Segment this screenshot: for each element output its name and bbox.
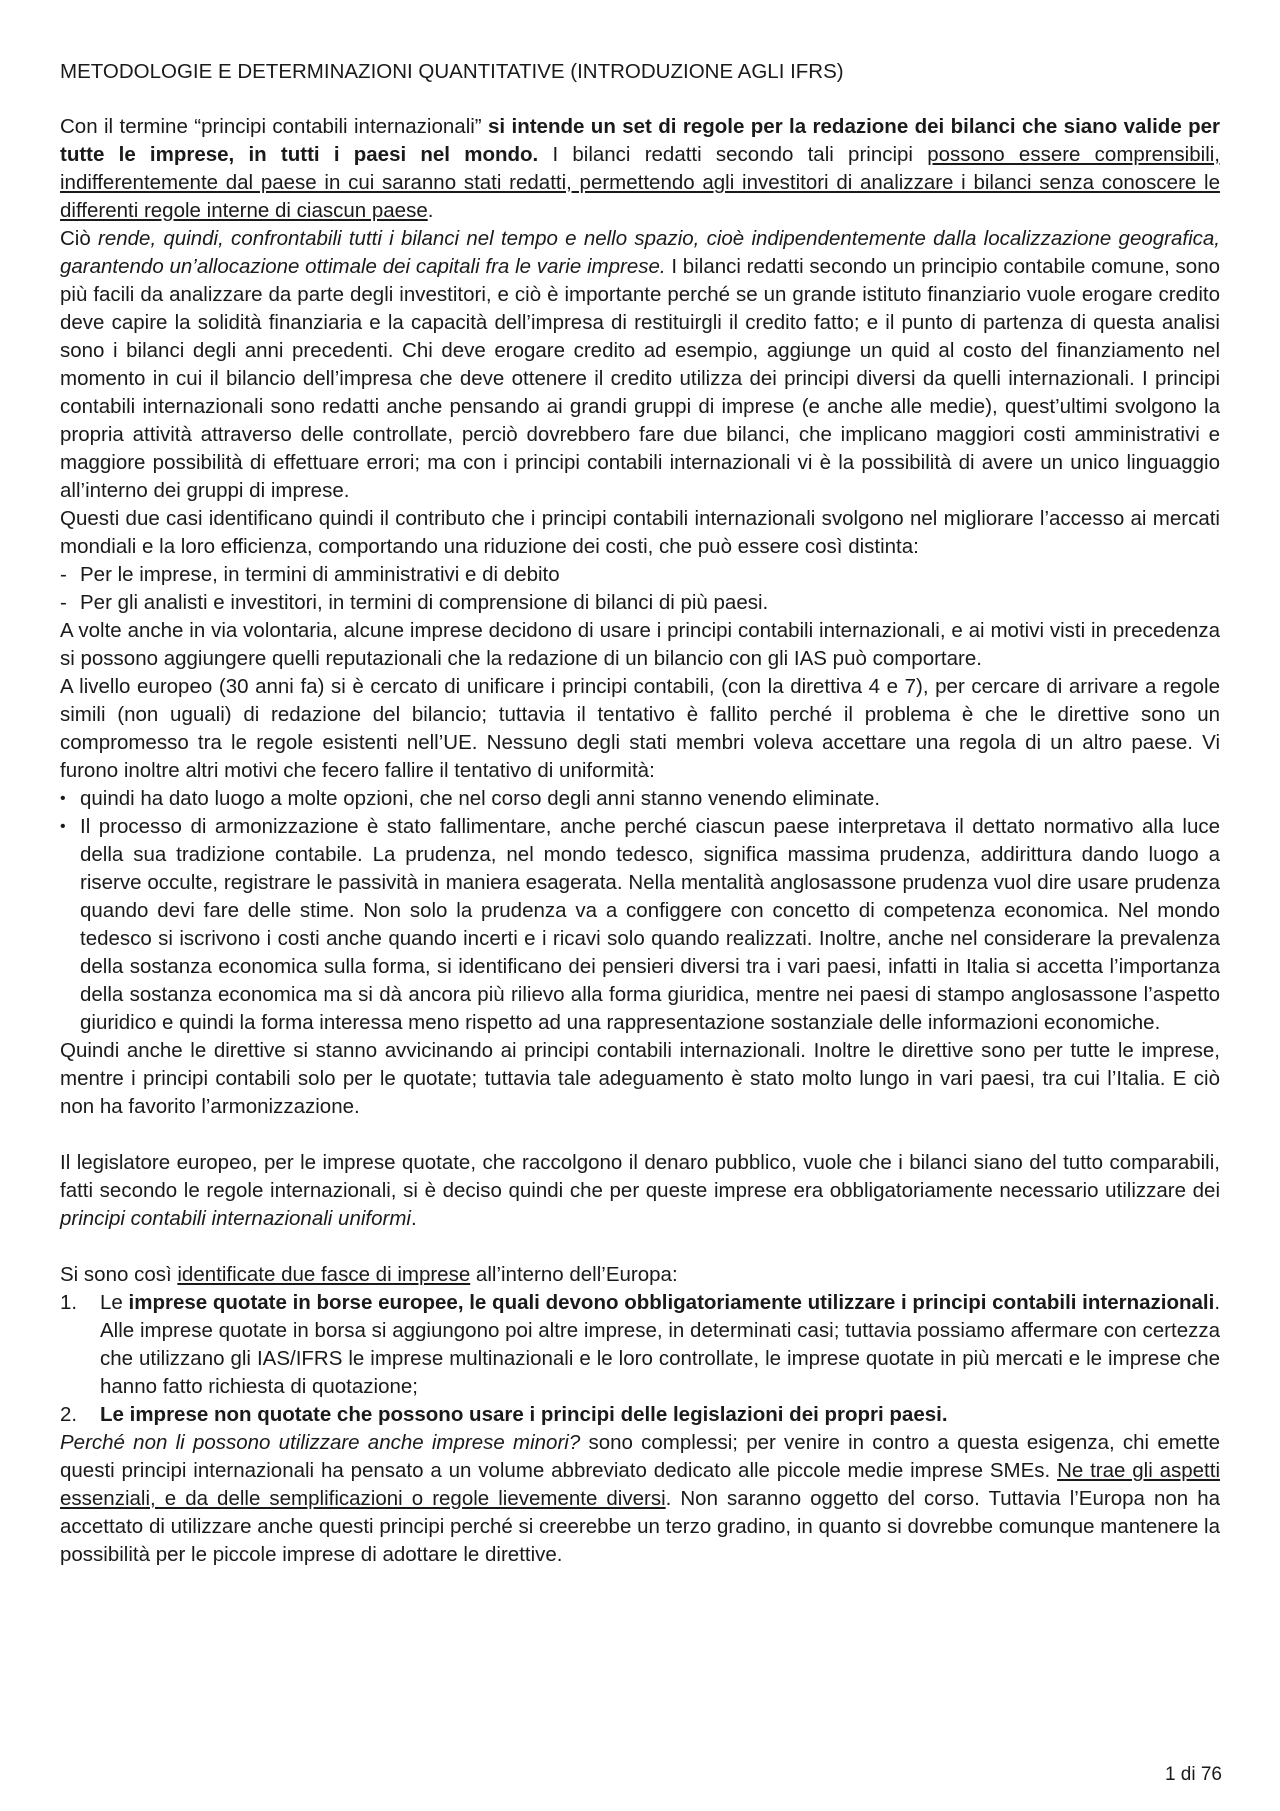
paragraph-4: A volte anche in via volontaria, alcune imprese decidono di usare i principi contabili internazionali, e ai motivi visti in precedenza si possono aggiungere quelli reputazionali che la redazione di un bilancio con gli IAS può comportare. (60, 619, 1220, 670)
paragraph-8: Si sono così identificate due fasce di imprese all’interno dell’Europa: (60, 1263, 678, 1286)
list-item: - Per le imprese, in termini di amministrativi e di debito (60, 561, 1220, 589)
paragraph-7: Il legislatore europeo, per le imprese quotate, che raccolgono il denaro pubblico, vuole che i bilanci siano del tutto comparabili, fatti secondo le regole internazionali, si è deciso quindi che per queste imprese era obbligatoriamente necessario utilizzare dei principi contabili internazionali uniformi. (60, 1151, 1220, 1230)
list-marker: 2. (60, 1403, 78, 1426)
bullet-list (60, 785, 1220, 1037)
list-item: 2. Le imprese non quotate che possono usare i principi delle legislazioni dei propri paesi. (60, 1401, 1220, 1429)
page-number: 1 di 76 (1164, 1764, 1222, 1785)
list-marker: 1. (60, 1291, 78, 1314)
numbered-list (60, 1289, 1220, 1429)
spacer (60, 1233, 1220, 1261)
paragraph-6: Quindi anche le direttive si stanno avvicinando ai principi contabili internazionali. Inoltre le direttive sono per tutte le imprese, mentre i principi contabili solo per le quotate; tuttavia tale adeguamento è stato molto lungo in vari paesi, tra cui l’Italia. E ciò non ha favorito l’armonizzazione. (60, 1039, 1220, 1118)
list-item: - Per gli analisti e investitori, in termini di comprensione di bilanci di più paesi. (60, 589, 1220, 617)
spacer (60, 1121, 1220, 1149)
paragraph-9: Perché non li possono utilizzare anche imprese minori? sono complessi; per venire in contro a questa esigenza, chi emette questi principi internazionali ha pensato a un volume abbreviato dedicato alle piccole medie imprese SMEs. Ne trae gli aspetti essenziali, e da delle semplificazioni o regole lievemente diversi. Non saranno oggetto del corso. Tuttavia l’Europa non ha accettato di utilizzare anche questi principi perché si creerebbe un terzo gradino, in quanto si dovrebbe comunque mantenere la possibilità per le piccole imprese di adottare le direttive. (60, 1431, 1220, 1566)
document-title: METODOLOGIE E DETERMINAZIONI QUANTITATIVE (INTRODUZIONE AGLI IFRS) (60, 60, 844, 83)
paragraph-3: Questi due casi identificano quindi il contributo che i principi contabili internazionali svolgono nel migliorare l’accesso ai mercati mondiali e la loro efficienza, comportando una riduzione dei costi, che può essere così distinta: (60, 507, 1220, 558)
list-item: • quindi ha dato luogo a molte opzioni, che nel corso degli anni stanno venendo eliminate. (60, 785, 1220, 813)
paragraph-1: Con il termine “principi contabili internazionali” si intende un set di regole per la redazione dei bilanci che siano valide per tutte le imprese, in tutti i paesi nel mondo. I bilanci redatti secondo tali principi possono essere comprensibili, indifferentemente dal paese in cui saranno stati redatti, permettendo agli investitori di analizzare i bilanci senza conoscere le differenti regole interne di ciascun paese. (60, 115, 1221, 222)
list-item: 1. Le imprese quotate in borse europee, le quali devono obbligatoriamente utilizzare i principi contabili internazionali. Alle imprese quotate in borsa si aggiungono poi altre imprese, in determinati casi; tuttavia possiamo affermare con certezza che utilizzano gli IAS/IFRS le imprese multinazionali e le loro controllate, le imprese quotate in più mercati e le imprese che hanno fatto richiesta di quotazione; (60, 1291, 1221, 1398)
dash-list (60, 561, 1220, 617)
paragraph-2: Ciò rende, quindi, confrontabili tutti i bilanci nel tempo e nello spazio, cioè indipendentemente dalla localizzazione geografica, garantendo un’allocazione ottimale dei capitali fra le varie imprese. I bilanci redatti secondo un principio contabile comune, sono più facili da analizzare da parte degli investitori, e ciò è importante perché se un grande istituto finanziario vuole erogare credito deve capire la solidità finanziaria e la capacità dell’impresa di restituirgli il credito fatto; e il punto di partenza di questa analisi sono i bilanci degli anni precedenti. Chi deve erogare credito ad esempio, aggiunge un quid al costo del finanziamento nel momento in cui il bilancio dell’impresa che deve ottenere il credito utilizza dei principi diversi da quelli internazionali. I principi contabili internazionali sono redatti anche pensando ai grandi gruppi di imprese (e anche alle medie), quest’ultimi svolgono la propria attività attraverso delle controllate, perciò dovrebbero fare due bilanci, che implicano maggiori costi amministrativi e maggiore possibilità di effettuare errori; ma con i principi contabili internazionali vi è la possibilità di avere un unico linguaggio all’interno dei gruppi di imprese. (60, 227, 1220, 502)
document-body (60, 113, 1220, 1569)
paragraph-5: A livello europeo (30 anni fa) si è cercato di unificare i principi contabili, (con la direttiva 4 e 7), per cercare di arrivare a regole simili (non uguali) di redazione del bilancio; tuttavia il tentativo è fallito perché il problema è che le direttive sono un compromesso tra le regole esistenti nell’UE. Nessuno degli stati membri voleva accettare una regola di un altro paese. Vi furono inoltre altri motivi che fecero fallire il tentativo di uniformità: (60, 675, 1220, 782)
list-item: • Il processo di armonizzazione è stato fallimentare, anche perché ciascun paese interpretava il dettato normativo alla luce della sua tradizione contabile. La prudenza, nel mondo tedesco, significa massima prudenza, addirittura dando luogo a riserve occulte, registrare le passività in maniera esagerata. Nella mentalità anglosassone prudenza vuol dire usare prudenza quando devi fare delle stime. Non solo la prudenza va a configgere con concetto di competenza economica. Nel mondo tedesco si iscrivono i costi anche quando incerti e i ricavi solo quando realizzati. Inoltre, anche nel considerare la prevalenza della sostanza economica sulla forma, si identificano dei pensieri diversi tra i vari paesi, infatti in Italia si accetta l’importanza della sostanza economica ma si dà ancora più rilievo alla forma giuridica, mentre nei paesi di stampo anglosassone l’aspetto giuridico e quindi la forma interessa meno rispetto ad una rappresentazione sostanziale delle informazioni economiche. (60, 813, 1220, 1037)
